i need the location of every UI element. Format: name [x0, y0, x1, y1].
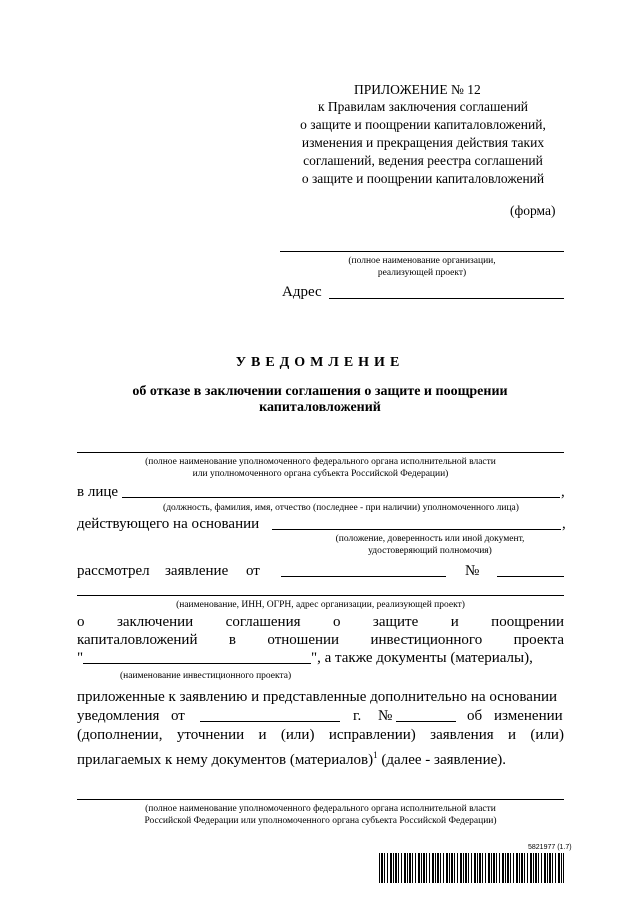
quote-close-text: ", а также документы (материалы),: [311, 650, 533, 666]
appendix-number: ПРИЛОЖЕНИЕ № 12: [354, 82, 481, 97]
recipient-caption: реализующей проект): [377, 268, 467, 278]
basis-caption: удостоверяющий полномочия): [368, 546, 492, 556]
recipient-name-line: [280, 251, 564, 252]
word: и: [508, 727, 517, 743]
word: (или): [530, 727, 564, 743]
document-title: УВЕДОМЛЕНИЕ: [235, 355, 405, 370]
notice-date-line: [200, 721, 340, 722]
address-label: Адрес: [282, 284, 322, 300]
authority-caption: или уполномоченного органа субъекта Российской Федерации): [192, 469, 449, 479]
bottom-authority-caption: Российской Федерации или уполномоченного органа субъекта Российской Федерации): [144, 816, 497, 826]
organization-line: [77, 595, 564, 596]
basis-label: действующего на основании: [77, 516, 260, 532]
notice-number-line: [396, 721, 456, 722]
authority-caption: (полное наименование уполномоченного федерального органа исполнительной власти: [145, 457, 496, 467]
paragraph-line: [77, 746, 506, 769]
paragraph-line: приложенные к заявлению и представленные дополнительно на основании: [77, 689, 558, 705]
organization-caption: (наименование, ИНН, ОГРН, адрес организации, реализующей проект): [176, 600, 465, 610]
considered-word: рассмотрел: [77, 563, 150, 579]
notice-year: г.: [353, 708, 362, 724]
word: капиталовложений: [77, 632, 198, 648]
project-caption: (наименование инвестиционного проекта): [120, 671, 292, 681]
word: соглашения: [225, 614, 301, 630]
form-label: (форма): [510, 203, 556, 218]
project-name-line: [83, 663, 311, 664]
barcode-icon: [379, 853, 564, 883]
word: уточнении: [176, 727, 245, 743]
word: в: [228, 632, 236, 648]
document-subtitle: капиталовложений: [259, 400, 381, 415]
notice-word: уведомления: [77, 708, 160, 724]
header-line: изменения и прекращения действия таких: [301, 135, 545, 150]
word: и: [258, 727, 267, 743]
word: поощрении: [491, 614, 564, 630]
authority-name-line: [77, 452, 564, 453]
considered-word: от: [246, 563, 260, 579]
quote-open: ": [77, 650, 84, 666]
word: о: [332, 614, 341, 630]
number-sign: №: [465, 563, 480, 579]
word: (или): [280, 727, 315, 743]
notice-number-sign: №: [378, 708, 393, 724]
header-line: о защите и поощрении капиталовложений,: [300, 117, 546, 132]
recipient-caption: (полное наименование организации,: [348, 256, 496, 266]
person-line: [122, 497, 560, 498]
word: и: [450, 614, 459, 630]
word: (дополнении,: [77, 727, 163, 743]
paragraph-text: прилагаемых к нему документов (материалов): [77, 752, 374, 768]
header-line: соглашений, ведения реестра соглашений: [303, 153, 543, 168]
comma: ,: [562, 516, 566, 532]
word: проекта: [513, 632, 564, 648]
header-line: к Правилам заключения соглашений: [317, 99, 529, 114]
word: инвестиционного: [370, 632, 483, 648]
word: заключении: [116, 614, 194, 630]
person-caption: (должность, фамилия, имя, отчество (последнее - при наличии) уполномоченного лица): [163, 503, 519, 513]
header-line: о защите и поощрении капиталовложений: [301, 171, 545, 186]
notice-word: от: [171, 708, 185, 724]
paragraph-line: [77, 726, 564, 744]
application-date-line: [281, 576, 446, 577]
bottom-authority-caption: (полное наименование уполномоченного федерального органа исполнительной власти: [145, 804, 496, 814]
word: защите: [372, 614, 419, 630]
application-number-line: [497, 576, 564, 577]
document-subtitle: об отказе в заключении соглашения о защите и поощрении: [132, 384, 508, 399]
bottom-authority-line: [77, 799, 564, 800]
notice-word: об: [467, 708, 483, 724]
basis-line: [272, 529, 561, 530]
address-line: [329, 298, 564, 299]
word: заявления: [430, 727, 494, 743]
paragraph-line: [77, 613, 564, 631]
paragraph-text: (далее - заявление).: [377, 752, 507, 768]
comma: ,: [561, 484, 565, 500]
footnote-mark: 1: [373, 750, 378, 760]
word: отношении: [267, 632, 340, 648]
word: о: [77, 614, 85, 630]
basis-caption: (положение, доверенность или иной документ,: [335, 534, 525, 544]
person-label: в лице: [77, 484, 119, 500]
paragraph-line: [77, 631, 564, 649]
barcode-text: 5821977 (1.7): [528, 844, 572, 851]
notice-word: изменении: [494, 708, 563, 724]
considered-word: заявление: [165, 563, 229, 579]
word: исправлении): [328, 727, 416, 743]
